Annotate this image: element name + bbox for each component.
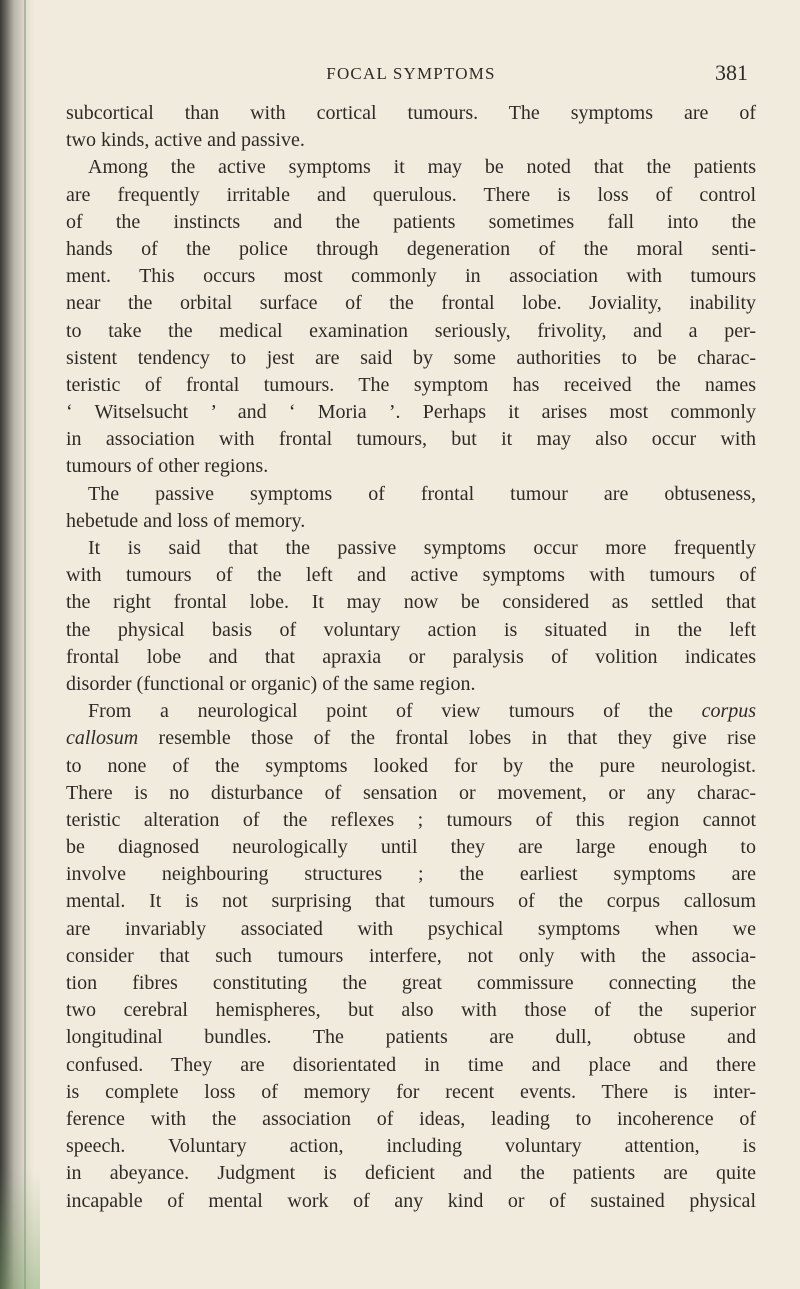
page-edge-tint <box>0 1169 40 1289</box>
text-line: are frequently irritable and querulous. There is loss of control <box>66 183 756 206</box>
text-line: hands of the police through degeneration of the moral senti- <box>66 237 756 260</box>
text-line: in association with frontal tumours, but it may also occur with <box>66 428 756 451</box>
text-line: involve neighbouring structures ; the earliest symptoms are <box>66 863 756 886</box>
text-line: teristic alteration of the reflexes ; tumours of this region cannot <box>66 808 756 831</box>
running-head <box>66 62 756 90</box>
text-line: frontal lobe and that apraxia or paralysis of volition indicates <box>66 645 756 668</box>
text-line: disorder (functional or organic) of the same region. <box>66 672 476 695</box>
text-line: ference with the association of ideas, leading to incoherence of <box>66 1107 756 1130</box>
text-line: sistent tendency to jest are said by some authorities to be charac- <box>66 346 756 369</box>
text-line <box>66 725 756 752</box>
text-line: is complete loss of memory for recent events. There is inter- <box>66 1080 756 1103</box>
text-line: the physical basis of voluntary action is situated in the left <box>66 618 756 641</box>
text-line: are invariably associated with psychical symptoms when we <box>66 917 756 940</box>
text-line: to none of the symptoms looked for by the pure neurologist. <box>66 754 756 777</box>
text-line: speech. Voluntary action, including voluntary attention, is <box>66 1135 756 1158</box>
text-line: tion fibres constituting the great commissure connecting the <box>66 972 756 994</box>
text-segment: From a neurological point of view tumours of the <box>88 700 673 723</box>
text-line: near the orbital surface of the frontal lobe. Joviality, inability <box>66 292 756 315</box>
text-line: be diagnosed neurologically until they are large enough to <box>66 836 756 859</box>
text-line: ment. This occurs most commonly in association with tumours <box>66 265 756 288</box>
text-line: of the instincts and the patients sometimes fall into the <box>66 210 756 233</box>
text-line: mental. It is not surprising that tumours of the corpus callosum <box>66 890 756 913</box>
italic-term: corpus <box>701 700 757 723</box>
text-line <box>66 698 756 725</box>
text-line: subcortical than with cortical tumours. The symptoms are of <box>66 102 756 124</box>
italic-term: callosum <box>66 727 139 750</box>
page-gutter-shadow <box>0 0 34 1289</box>
text-line: teristic of frontal tumours. The symptom has received the names <box>66 373 756 396</box>
page-spine <box>24 0 26 1289</box>
text-line: in abeyance. Judgment is deficient and the patients are quite <box>66 1162 756 1185</box>
text-line: The passive symptoms of frontal tumour are obtuseness, <box>88 482 756 505</box>
body-text <box>66 100 756 1215</box>
text-line: confused. They are disorientated in time and place and there <box>66 1053 756 1076</box>
text-line: Among the active symptoms it may be noted that the patients <box>88 156 756 179</box>
text-line: to take the medical examination seriously, frivolity, and a per- <box>66 319 756 342</box>
text-line: the right frontal lobe. It may now be considered as settled that <box>66 591 756 614</box>
text-line: with tumours of the left and active symptoms with tumours of <box>66 564 756 587</box>
text-line: consider that such tumours interfere, not only with the associa- <box>66 944 756 967</box>
text-line: longitudinal bundles. The patients are dull, obtuse and <box>66 1026 756 1049</box>
text-line: It is said that the passive symptoms occur more frequently <box>88 537 756 559</box>
text-line: two cerebral hemispheres, but also with those of the superior <box>66 999 756 1022</box>
text-line: tumours of other regions. <box>66 455 269 478</box>
page-title: FOCAL SYMPTOMS <box>326 64 496 83</box>
text-line: hebetude and loss of memory. <box>66 509 306 532</box>
text-segment: resemble those of the frontal lobes in that they give rise <box>158 727 757 750</box>
text-line: There is no disturbance of sensation or movement, or any charac- <box>66 781 756 804</box>
text-line: ‘ Witselsucht ’ and ‘ Moria ’. Perhaps it arises most commonly <box>66 401 756 424</box>
text-line: two kinds, active and passive. <box>66 129 305 152</box>
page-number: 381 <box>715 60 748 85</box>
text-line: incapable of mental work of any kind or of sustained physical <box>66 1189 756 1212</box>
